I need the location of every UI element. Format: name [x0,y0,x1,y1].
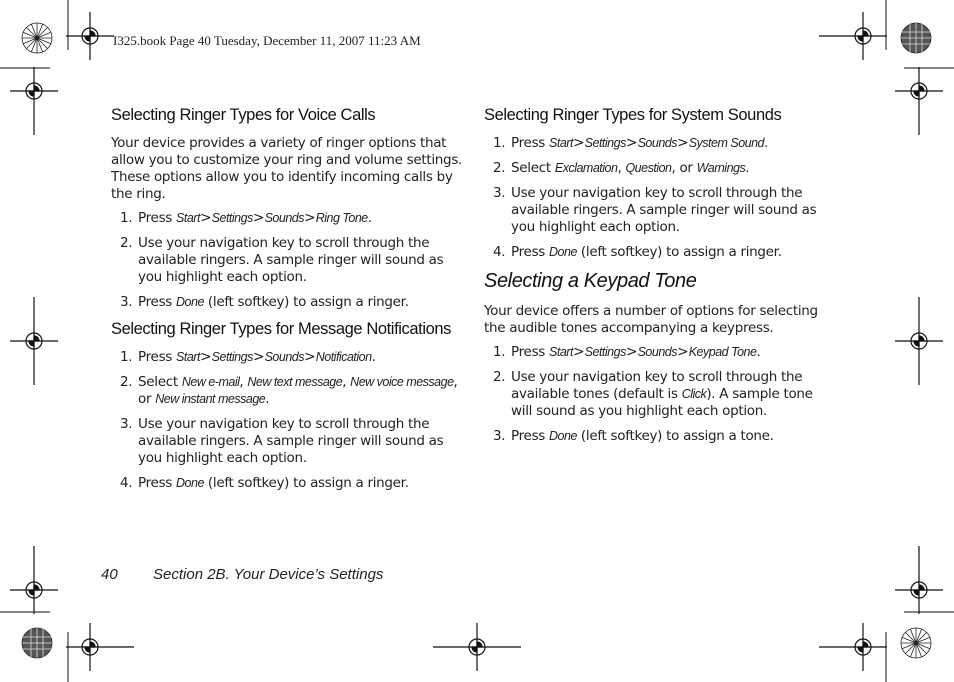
list-item: 2. Use your navigation key to scroll through the available tones (default is Click). A sample tone will sound as you highlight each option. [493,369,813,419]
steps-system-sounds [484,135,836,261]
list-item: 2. Select Exclamation, Question, or Warnings. [493,160,750,176]
intro-voice-calls: Your device provides a variety of ringer options that allow you to customize your ring and volume settings. These options allow you to identify incoming calls by the ring. [111,135,463,202]
heading-keypad-tone: Selecting a Keypad Tone [484,270,697,292]
steps-message-notifications [111,349,467,492]
section-title: Section 2B. Your Device’s Settings [153,566,384,583]
list-item: 1. Press Start>Settings>Sounds>Notification. [120,349,376,365]
softkey-label: Done [549,245,577,259]
list-item: 3. Use your navigation key to scroll through the available ringers. A sample ringer will sound as you highlight each option. [493,185,817,235]
running-head: I325.book Page 40 Tuesday, December 11, 2007 11:23 AM [113,33,421,48]
softkey-label: Done [549,429,577,443]
heading-message-notifications: Selecting Ringer Types for Message Notifications [111,320,452,338]
list-item: 1. Press Start>Settings>Sounds>Keypad Tone. [493,344,761,360]
list-item: 3. Press Done (left softkey) to assign a tone. [493,428,774,444]
menu-path: Start>Settings>Sounds>Ring Tone [176,210,368,226]
menu-path: Start>Settings>Sounds>Keypad Tone [549,344,757,360]
left-column [111,106,467,501]
right-column [484,106,836,454]
menu-path: Start>Settings>Sounds>Notification [176,349,372,365]
page-number: 40 [101,566,118,583]
steps-keypad-tone [484,344,836,445]
softkey-label: Done [176,476,204,490]
heading-voice-calls: Selecting Ringer Types for Voice Calls [111,106,376,124]
list-item: 4. Press Done (left softkey) to assign a ringer. [493,244,782,260]
list-item: 1. Press Start>Settings>Sounds>Ring Tone. [120,210,372,226]
list-item: 3. Press Done (left softkey) to assign a ringer. [120,294,409,310]
list-item: 4. Press Done (left softkey) to assign a ringer. [120,475,409,491]
list-item: 3. Use your navigation key to scroll through the available ringers. A sample ringer will sound as you highlight each option. [120,416,444,466]
list-item: 1. Press Start>Settings>Sounds>System Sound. [493,135,769,151]
steps-voice-calls [111,210,467,311]
heading-system-sounds: Selecting Ringer Types for System Sounds [484,106,782,124]
softkey-label: Done [176,295,204,309]
list-item: 2. Use your navigation key to scroll through the available ringers. A sample ringer will sound as you highlight each option. [120,235,444,285]
list-item: 2. Select New e-mail, New text message, New voice message, or New instant message. [120,374,458,407]
menu-path: Start>Settings>Sounds>System Sound [549,135,765,151]
intro-keypad-tone: Your device offers a number of options for selecting the audible tones accompanying a keypress. [484,303,818,336]
